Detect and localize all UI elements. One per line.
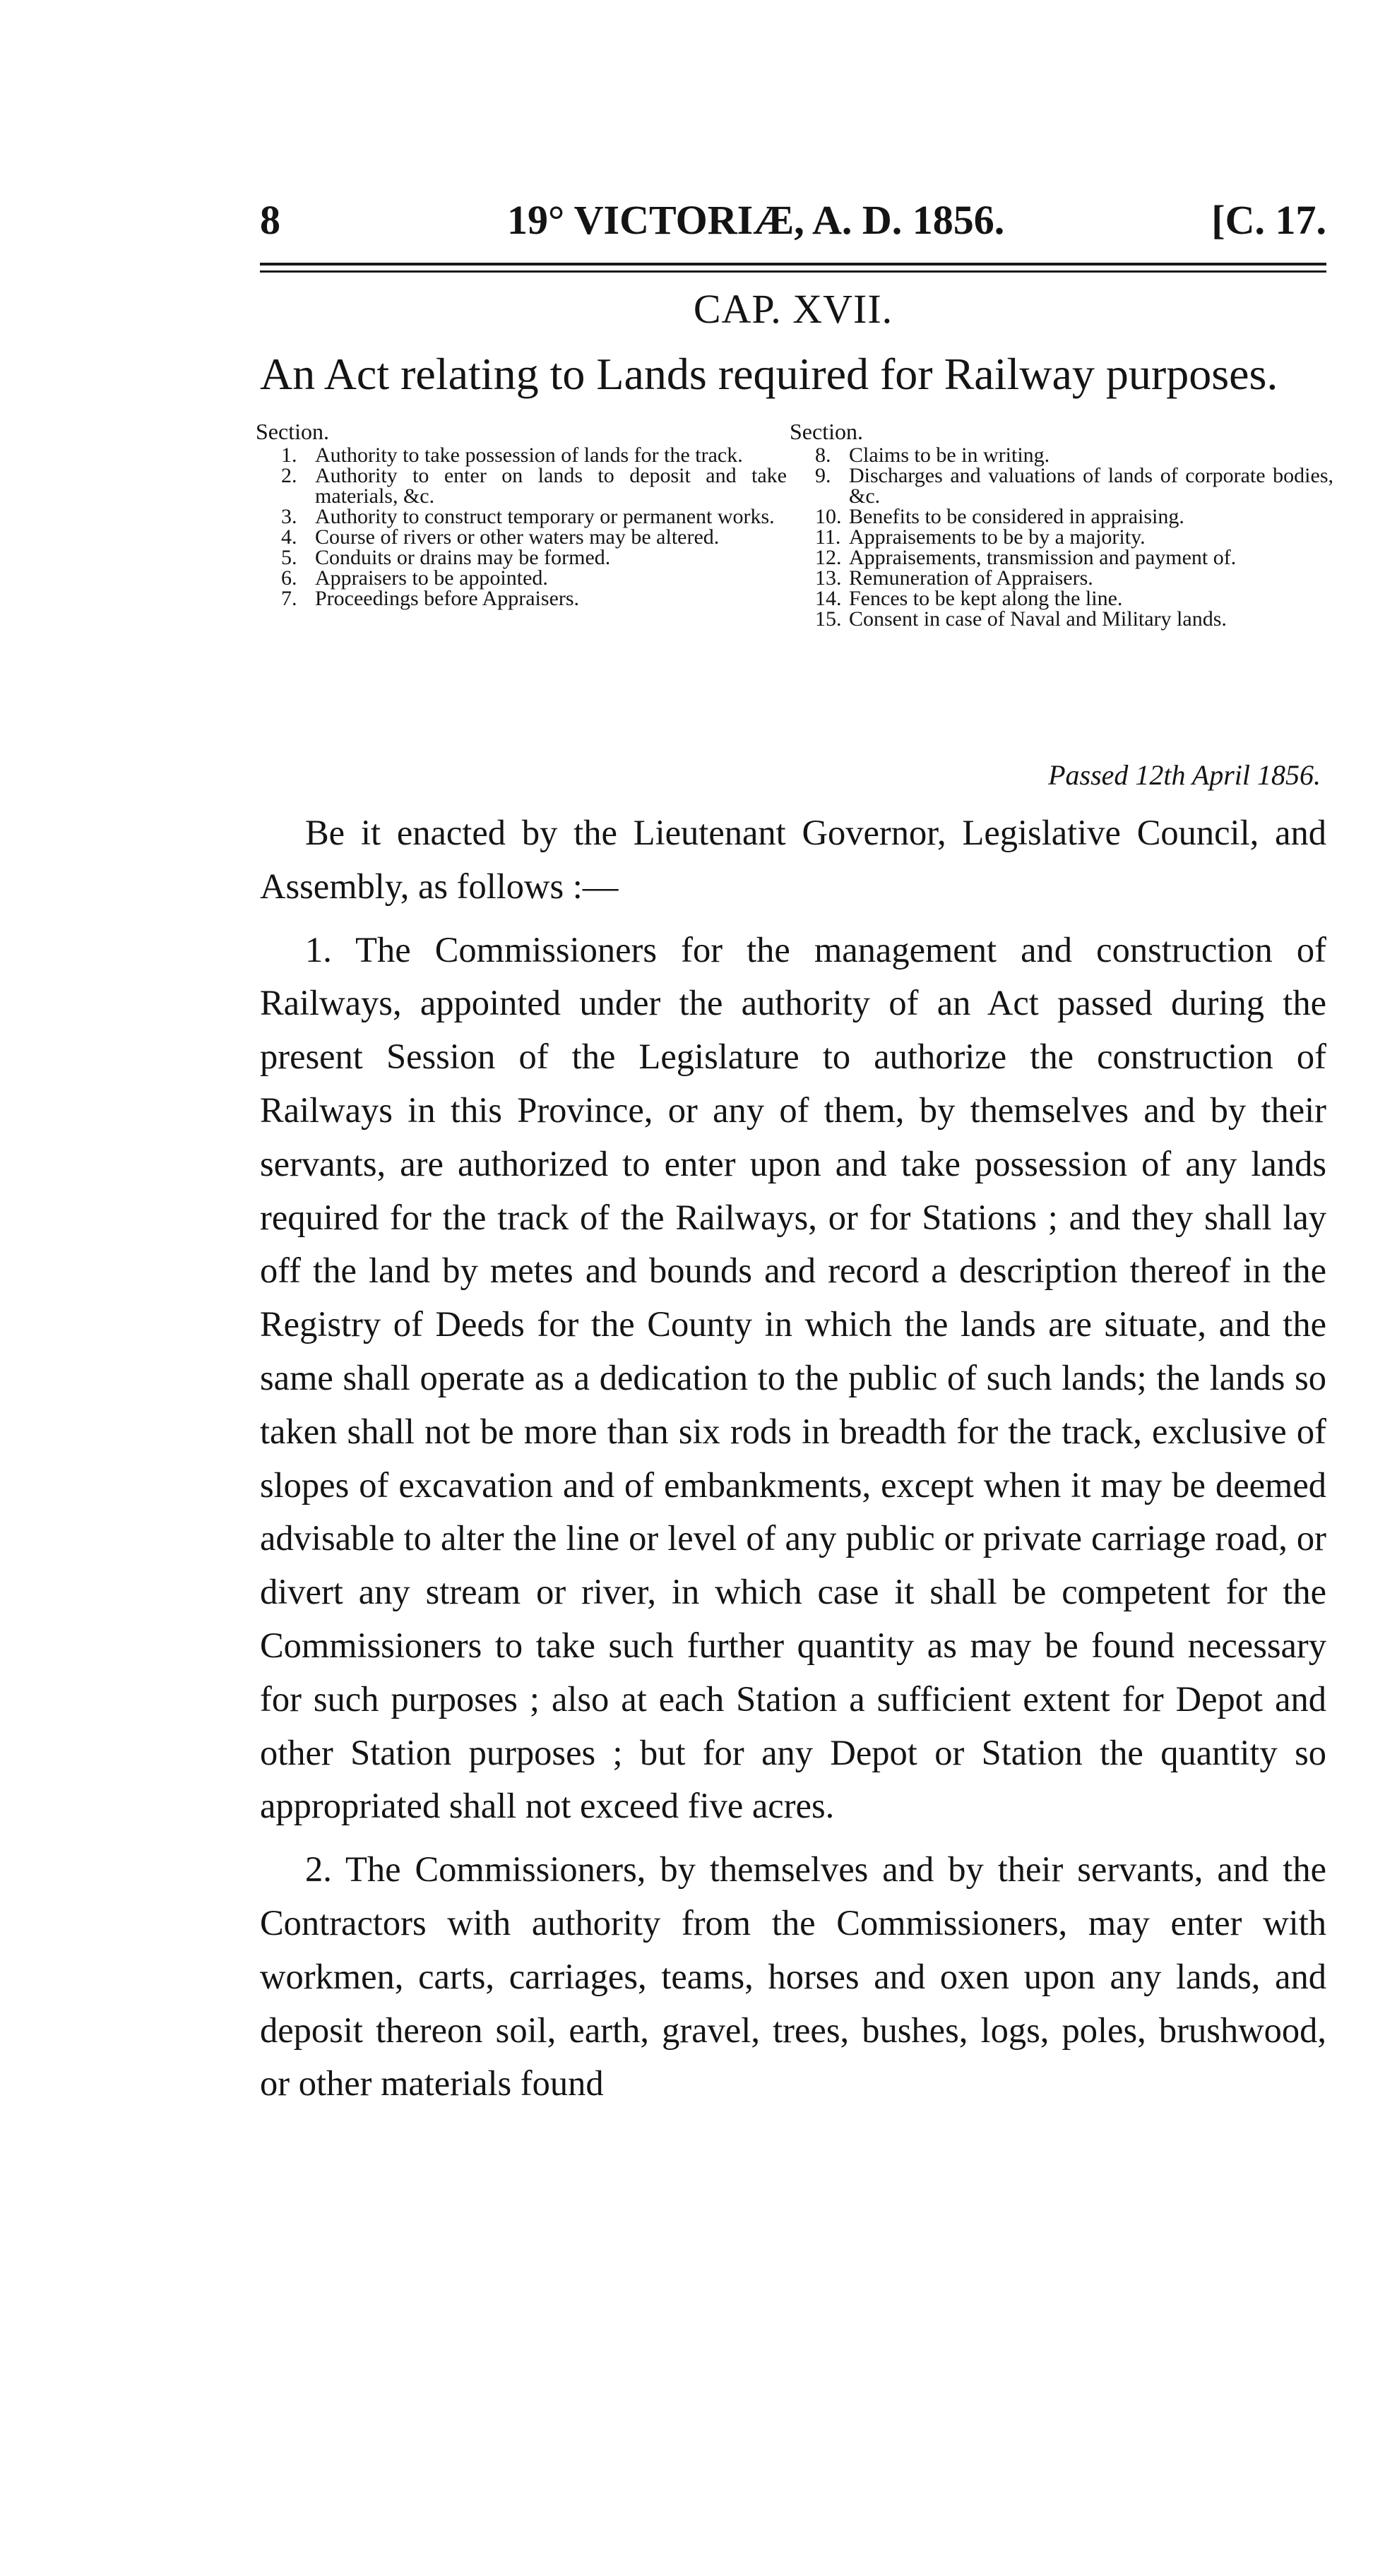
header-rule-thick [260, 263, 1326, 266]
contents-item: 10. Benefits to be considered in appraising. [815, 505, 1184, 528]
contents-item: 13. Remuneration of Appraisers. [815, 566, 1093, 590]
passed-date: Passed 12th April 1856. [1048, 759, 1321, 791]
contents-item: 5. Conduits or drains may be formed. [281, 546, 611, 569]
running-title: 19° VICTORIÆ, A. D. 1856. [507, 197, 1005, 243]
contents-item: 6. Appraisers to be appointed. [281, 566, 548, 590]
section-paragraph: 1. The Commissioners for the management and construction of Railways, appointed under the authority of an Act passed during the present Session of the Legislature to authorize the construction of Railways in this Province, or any of them, by themselves and by their servants, are authorized to enter upon and take possession of any lands required for the track of the Railways, or for Stations ; and they shall lay off the land by metes and bounds and record a description thereof in the Registry of Deeds for the County in which the lands are situate, and the same shall operate as a dedication to the public of such lands; the lands so taken shall not be more than six rods in breadth for the track, exclusive of slopes of excavation and of embankments, except when it may be deemed advisable to alter the line or level of any public or private carriage road, or divert any stream or river, in which case it shall be competent for the Commissioners to take such further quantity as may be found necessary for such purposes ; also at each Station a sufficient extent for Depot and other Station purposes ; but for any Depot or Station the quantity so appropriated shall not exceed five acres. [260, 929, 1326, 1826]
contents-item: 12. Appraisements, transmission and payment of. [815, 546, 1237, 569]
act-body [260, 806, 1326, 2111]
contents-item: 14. Fences to be kept along the line. [815, 587, 1123, 610]
contents-item: 9. Discharges and valuations of lands of corporate bodies, &c. [815, 464, 1333, 508]
contents-item: 7. Proceedings before Appraisers. [281, 587, 580, 610]
contents-item: 3. Authority to construct temporary or permanent works. [281, 505, 775, 528]
contents-item: 2. Authority to enter on lands to deposit and take materials, &c. [281, 464, 787, 508]
contents-item: 4. Course of rivers or other waters may be altered. [281, 525, 720, 549]
contents-item: 1. Authority to take possession of lands for the track. [281, 443, 743, 467]
contents-column-left [256, 419, 787, 609]
chapter-reference: [C. 17. [1211, 197, 1326, 243]
page-number: 8 [260, 197, 280, 243]
chapter-heading: CAP. XVII. [693, 286, 893, 332]
section-paragraph: 2. The Commissioners, by themselves and by their servants, and the Contractors with authority from the Commissioners, may enter with workmen, carts, carriages, teams, horses and oxen upon any lands, and deposit thereon soil, earth, gravel, trees, bushes, logs, poles, brushwood, or other materials found [260, 1849, 1326, 2104]
enacting-clause: Be it enacted by the Lieutenant Governor, Legislative Council, and Assembly, as follows :— [260, 813, 1326, 906]
contents-heading: Section. [790, 419, 863, 444]
contents-item: 15. Consent in case of Naval and Military lands. [815, 607, 1227, 631]
contents-item: 8. Claims to be in writing. [815, 443, 1050, 467]
contents-item: 11. Appraisements to be by a majority. [815, 525, 1146, 549]
contents-heading: Section. [256, 419, 329, 444]
contents-column-right [790, 419, 1333, 629]
act-title: An Act relating to Lands required for Railway purposes. [260, 349, 1278, 399]
running-head [260, 192, 1326, 249]
header-rule-thin [260, 270, 1326, 273]
